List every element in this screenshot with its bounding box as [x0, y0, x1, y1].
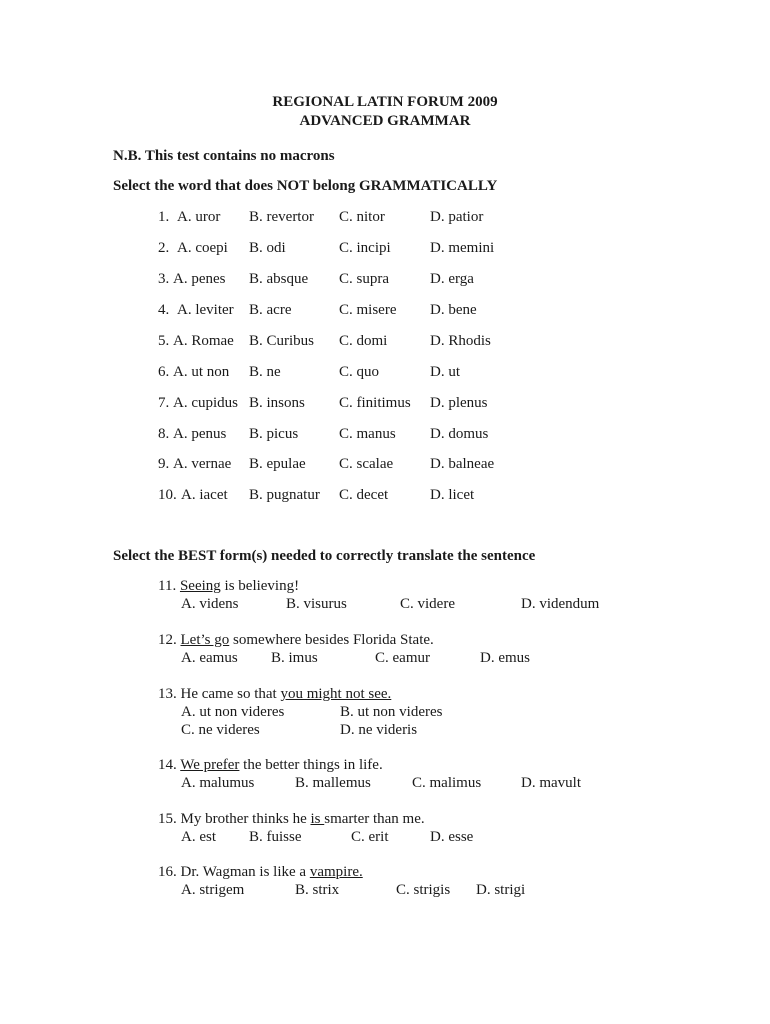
document-subtitle: ADVANCED GRAMMAR	[299, 113, 471, 129]
list-item: 7. A. cupidus B. insons C. finitimus D. plenus	[158, 395, 488, 411]
list-item: 6. A. ut non B. ne C. quo D. ut	[158, 364, 460, 380]
option-d: D. strigi	[476, 882, 526, 898]
option-d: D. videndum	[521, 596, 600, 612]
section1-instruction: Select the word that does NOT belong GRAMMATICALLY	[113, 178, 498, 194]
option-a: A. malumus	[181, 775, 255, 791]
option-a: A. ut non videres	[181, 704, 285, 720]
list-item: 1. A. uror B. revertor C. nitor D. patior	[158, 209, 484, 225]
option-b: B. imus	[271, 650, 318, 666]
note: N.B. This test contains no macrons	[113, 148, 335, 164]
question-text: 13. He came so that you might not see.	[158, 686, 392, 702]
option-b: B. fuisse	[249, 829, 302, 845]
section2-instruction: Select the BEST form(s) needed to correctly translate the sentence	[113, 548, 536, 564]
question-text: 12. Let’s go somewhere besides Florida State.	[158, 632, 434, 648]
question-text: 11. Seeing is believing!	[158, 578, 300, 594]
option-d: D. ne videris	[340, 722, 418, 738]
option-a: A. strigem	[181, 882, 245, 898]
option-c: C. erit	[351, 829, 389, 845]
option-b: B. visurus	[286, 596, 347, 612]
list-item: 4. A. leviter B. acre C. misere D. bene	[158, 302, 477, 318]
option-a: A. est	[181, 829, 216, 845]
list-item: 8. A. penus B. picus C. manus D. domus	[158, 426, 489, 442]
list-item: 2. A. coepi B. odi C. incipi D. memini	[158, 240, 495, 256]
option-b: B. ut non videres	[340, 704, 443, 720]
option-c: C. ne videres	[181, 722, 260, 738]
question-text: 15. My brother thinks he is smarter than me.	[158, 811, 425, 827]
document-title: REGIONAL LATIN FORUM 2009	[272, 94, 498, 110]
option-c: C. videre	[400, 596, 455, 612]
list-item: 10. A. iacet B. pugnatur C. decet D. licet	[158, 487, 475, 503]
option-b: B. strix	[295, 882, 340, 898]
question-text: 14. We prefer the better things in life.	[158, 757, 383, 773]
option-d: D. emus	[480, 650, 530, 666]
option-d: D. mavult	[521, 775, 581, 791]
option-a: A. eamus	[181, 650, 238, 666]
option-c: C. malimus	[412, 775, 482, 791]
list-item: 9. A. vernae B. epulae C. scalae D. balneae	[158, 456, 495, 472]
list-item: 3. A. penes B. absque C. supra D. erga	[158, 271, 474, 287]
option-d: D. esse	[430, 829, 474, 845]
question-text: 16. Dr. Wagman is like a vampire.	[158, 864, 363, 880]
option-c: C. eamur	[375, 650, 430, 666]
option-b: B. mallemus	[295, 775, 371, 791]
list-item: 5. A. Romae B. Curibus C. domi D. Rhodis	[158, 333, 491, 349]
option-c: C. strigis	[396, 882, 451, 898]
option-a: A. videns	[181, 596, 239, 612]
